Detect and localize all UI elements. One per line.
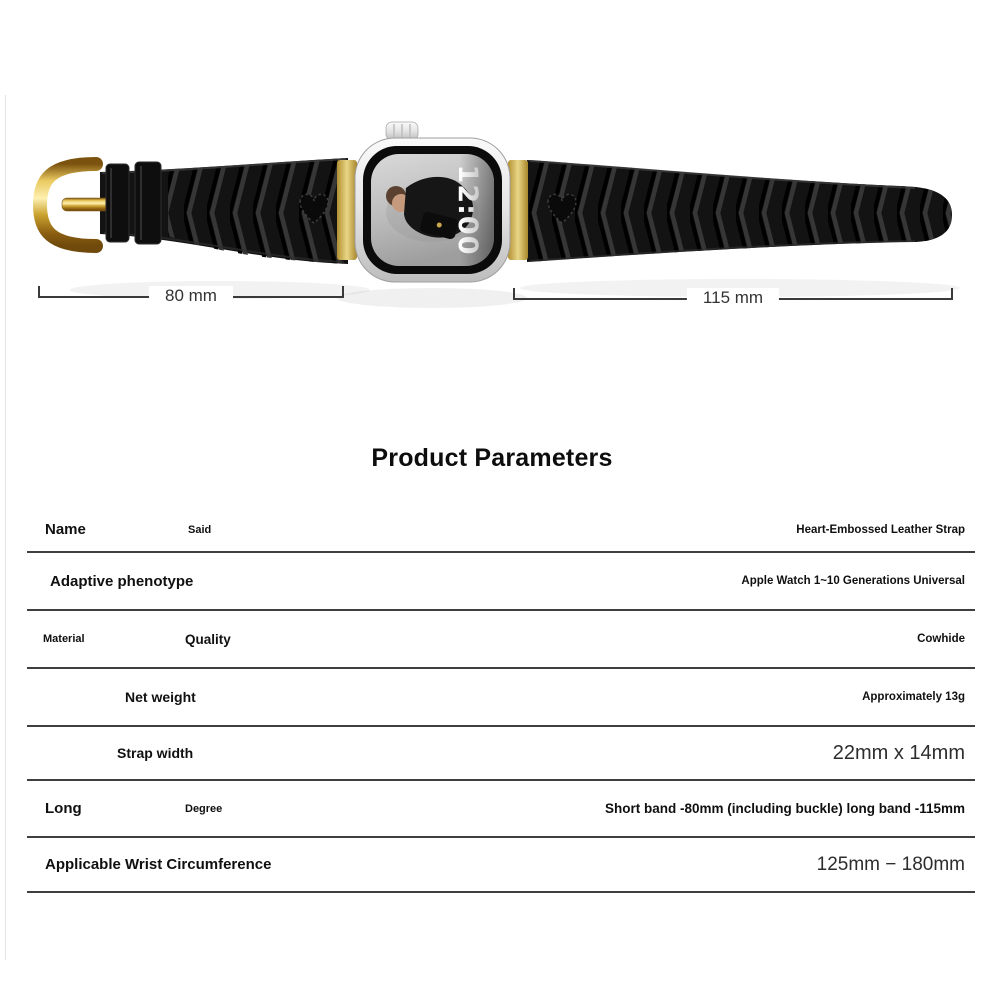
short-band-length-label: 80 mm <box>149 286 233 306</box>
row-sublabel: Degree <box>185 802 223 815</box>
row-label: Material <box>43 633 85 645</box>
table-row-name <box>27 500 975 553</box>
long-band-length-label: 115 mm <box>687 288 779 308</box>
row-label: Applicable Wrist Circumference <box>45 856 272 873</box>
row-label: Name <box>45 521 86 538</box>
row-value: Heart-Embossed Leather Strap <box>796 523 965 536</box>
dimension-bracket-short-band <box>38 286 344 305</box>
row-sublabel: Said <box>188 523 212 536</box>
row-value: 22mm x 14mm <box>832 741 965 764</box>
table-row-strap-width <box>27 727 975 781</box>
row-label: Adaptive phenotype <box>50 572 194 590</box>
row-value: 125mm − 180mm <box>816 853 965 875</box>
row-value: Cowhide <box>917 633 965 645</box>
row-value: Apple Watch 1~10 Generations Universal <box>741 575 965 587</box>
row-label: Long <box>45 800 82 817</box>
page-title: Product Parameters <box>371 444 613 472</box>
row-value: Short band -80mm (including buckle) long band -115mm <box>604 801 965 816</box>
table-row-adaptive-phenotype <box>27 553 975 611</box>
parameters-table <box>27 500 975 893</box>
table-row-length <box>27 781 975 838</box>
band-connector-left <box>337 160 357 260</box>
row-label: Net weight <box>125 689 196 705</box>
hero-image <box>0 60 1000 350</box>
table-row-wrist-circumference <box>27 838 975 893</box>
table-row-material <box>27 611 975 669</box>
row-label: Strap width <box>117 745 194 761</box>
table-row-net-weight <box>27 669 975 727</box>
shadow-watch <box>337 288 527 308</box>
watch-body <box>337 122 528 282</box>
row-sublabel: Quality <box>185 631 231 647</box>
row-value: Approximately 13g <box>862 691 965 703</box>
strap-right <box>527 160 952 262</box>
dimension-bracket-long-band <box>513 288 953 307</box>
band-connector-right <box>508 160 528 260</box>
